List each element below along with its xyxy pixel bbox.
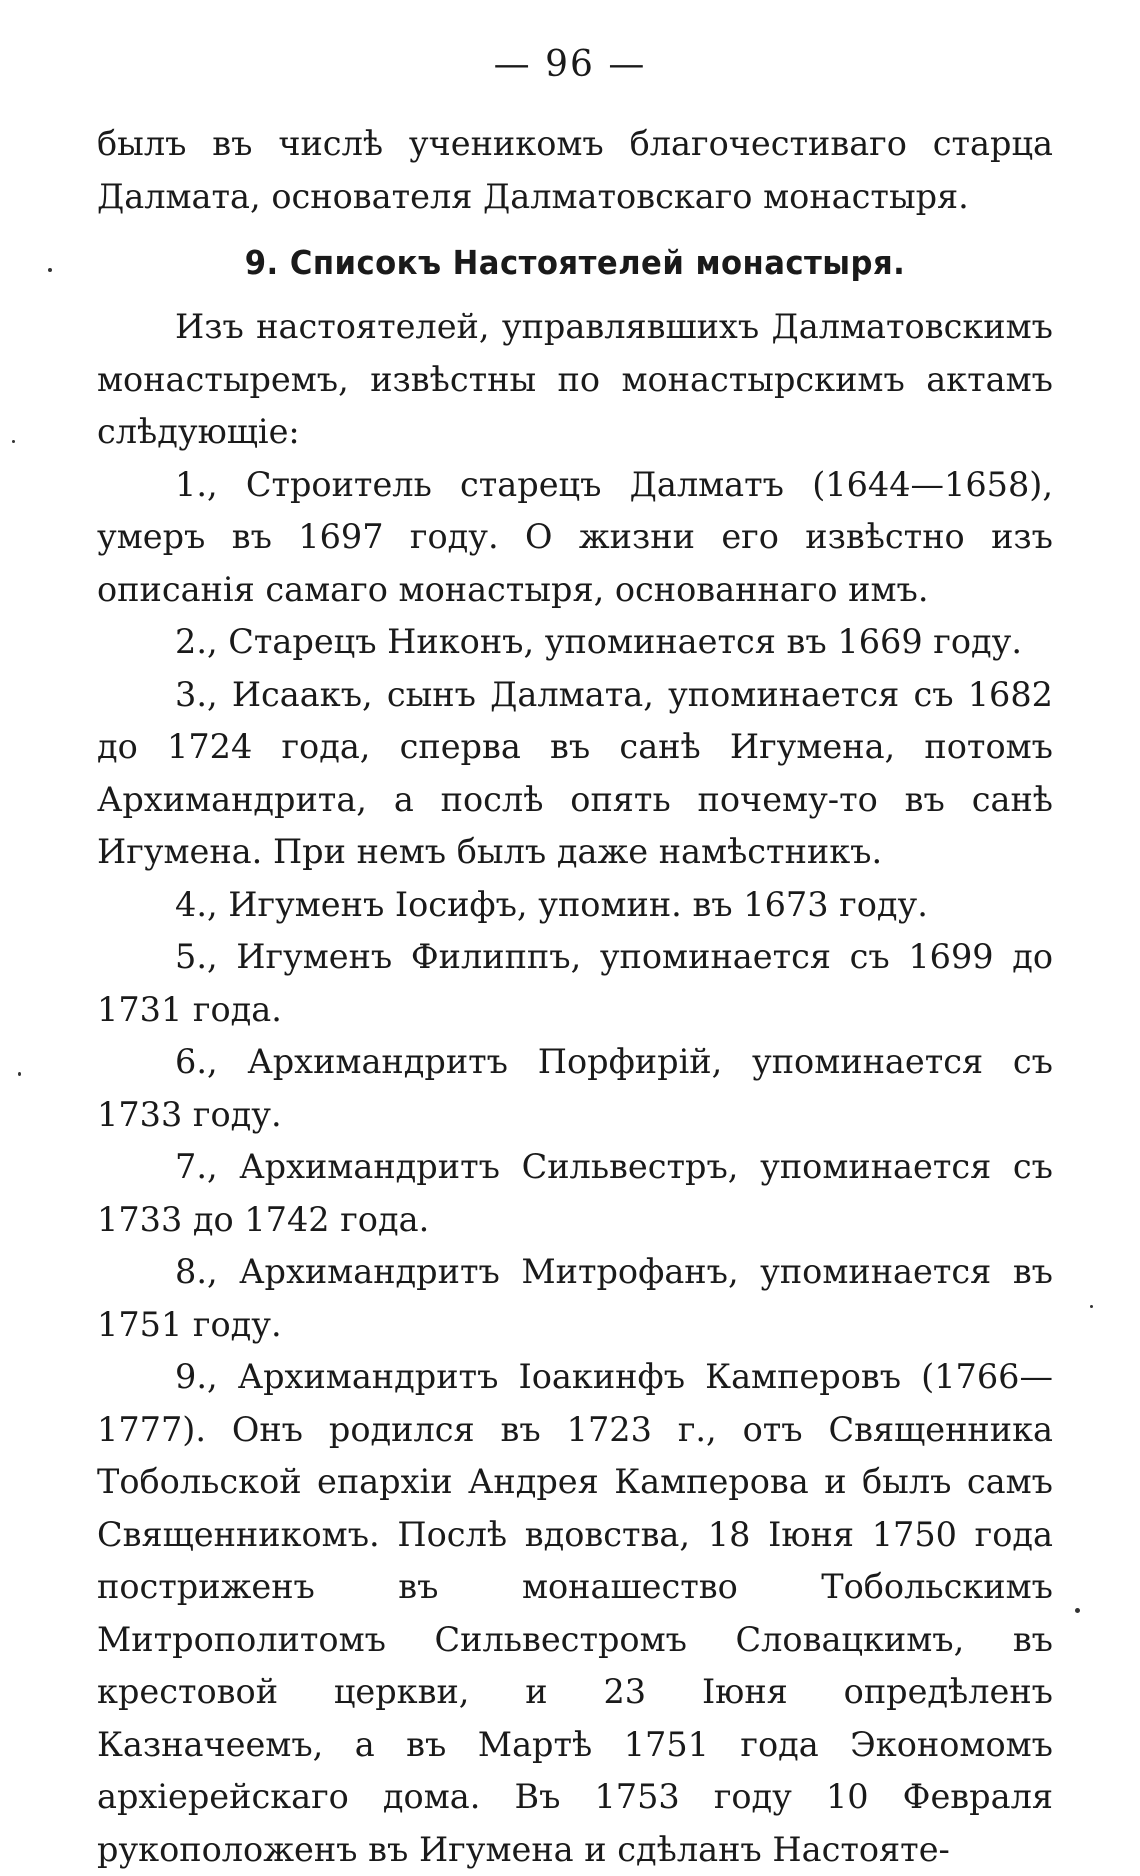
print-speck — [1090, 1305, 1093, 1308]
lead-paragraph: Изъ настоятелей, управлявшихъ Далматовскимъ монастыремъ, извѣстны по монастырскимъ актамъ слѣдующіе: — [97, 307, 1053, 451]
print-speck — [1075, 1608, 1080, 1613]
list-item: 4., Игуменъ Іосифъ, упомин. въ 1673 году. — [175, 884, 928, 924]
list-item: 3., Исаакъ, сынъ Далмата, упоминается съ 1682 до 1724 года, сперва въ санѣ Игумена, потомъ Архимандрита, а послѣ опять почему-то въ санѣ Игумена. При немъ былъ даже намѣстникъ. — [97, 674, 1053, 871]
print-speck — [48, 268, 52, 272]
list-item: 2., Старецъ Никонъ, упоминается въ 1669 году. — [175, 622, 1022, 661]
list-item: 7., Архимандритъ Сильвестръ, упоминается съ 1733 до 1742 года. — [97, 1147, 1053, 1239]
intro-paragraph: былъ въ числѣ ученикомъ благочестиваго старца Далмата, основателя Далматовскаго монастыря. — [97, 124, 1053, 216]
list-item: 6., Архимандритъ Порфирій, упоминается съ 1733 году. — [97, 1042, 1053, 1134]
list-item: 5., Игуменъ Филиппъ, упоминается съ 1699 до 1731 года. — [97, 937, 1053, 1029]
list-item: 1., Строитель старецъ Далматъ (1644—1658), умеръ въ 1697 году. О жизни его извѣстно изъ описанія самаго монастыря, основаннаго имъ. — [97, 464, 1053, 609]
section-heading: 9. Списокъ Настоятелей монастыря. — [244, 243, 906, 282]
list-item: 8., Архимандритъ Митрофанъ, упоминается въ 1751 году. — [97, 1252, 1053, 1344]
page-number: — 96 — — [493, 44, 647, 85]
print-speck — [18, 1072, 21, 1076]
print-speck — [12, 440, 15, 443]
list-item: 9., Архимандритъ Іоакинфъ Камперовъ (1766—1777). Онъ родился въ 1723 г., отъ Священника Тобольской епархіи Андрея Камперова и былъ самъ Священникомъ. Послѣ вдовства, 18 Іюня 1750 года постриженъ въ монашество Тобольскимъ Митрополитомъ Сильвестромъ Словацкимъ, въ крестовой церкви, и 23 Іюня опредѣленъ Казначеемъ, а въ Мартѣ 1751 года Экономомъ архіерейскаго дома. Въ 1753 году 10 Февраля рукоположенъ въ Игумена и сдѣланъ Настояте- — [97, 1357, 1053, 1869]
page-text — [97, 118, 1053, 1876]
